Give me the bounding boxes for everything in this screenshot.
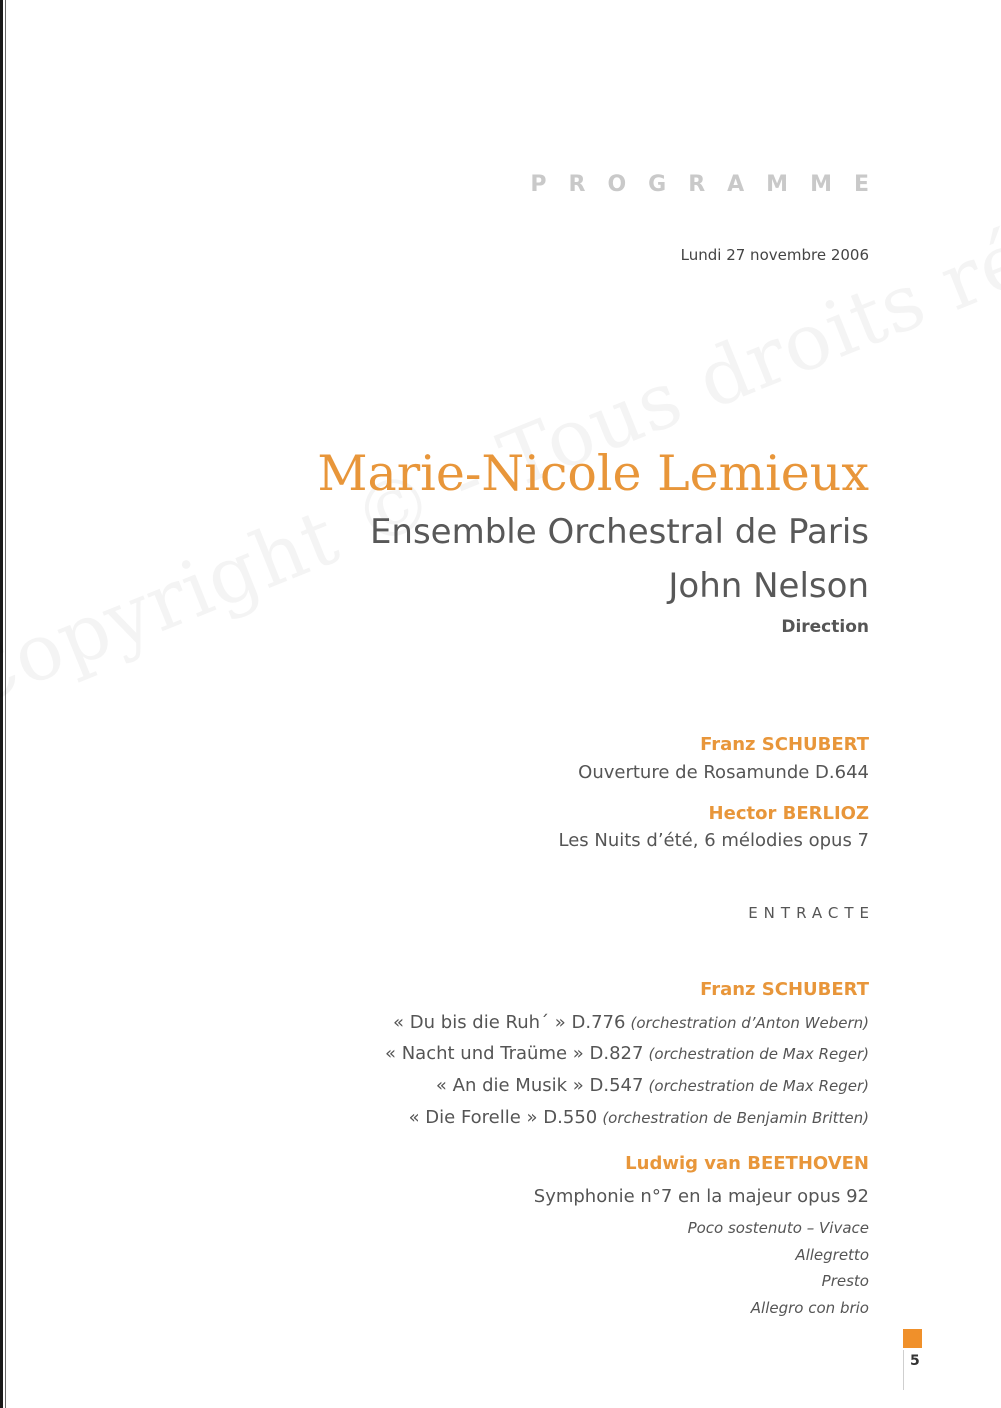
work-title: Symphonie n°7 en la majeur opus 92 (533, 1186, 869, 1207)
concert-date: Lundi 27 novembre 2006 (680, 246, 869, 264)
song-title: « Die Forelle » D.550 (408, 1107, 598, 1128)
composer-name: Ludwig van BEETHOVEN (625, 1153, 869, 1174)
scan-edge (0, 0, 3, 1408)
song-arrangement: (orchestration de Max Reger) (648, 1045, 869, 1063)
ensemble-name: Ensemble Orchestral de Paris (369, 512, 869, 552)
scan-edge-line (5, 0, 6, 1408)
song-title: « An die Musik » D.547 (435, 1075, 644, 1096)
composer-name: Hector BERLIOZ (708, 803, 869, 824)
movement: Allegro con brio (750, 1299, 869, 1317)
song-arrangement: (orchestration d’Anton Webern) (630, 1014, 869, 1032)
composer-name: Franz SCHUBERT (700, 979, 869, 1000)
conductor-role: Direction (781, 617, 869, 637)
composer-name: Franz SCHUBERT (700, 734, 869, 755)
work-title: Les Nuits d’été, 6 mélodies opus 7 (558, 830, 869, 851)
song-arrangement: (orchestration de Benjamin Britten) (602, 1109, 869, 1127)
intermission-label: ENTRACTE (748, 904, 875, 922)
song-line (393, 1012, 869, 1033)
song-arrangement: (orchestration de Max Reger) (648, 1077, 869, 1095)
song-line (409, 1107, 869, 1128)
song-line (385, 1043, 869, 1064)
song-line (436, 1075, 869, 1096)
section-title: PROGRAMME (530, 172, 891, 197)
soloist-name: Marie-Nicole Lemieux (317, 445, 869, 502)
page-accent-square (903, 1329, 922, 1348)
song-title: « Du bis die Ruh´ » D.776 (393, 1012, 626, 1033)
work-title: Ouverture de Rosamunde D.644 (578, 762, 869, 783)
song-title: « Nacht und Traüme » D.827 (384, 1043, 644, 1064)
movement: Allegretto (795, 1246, 869, 1264)
page-number: 5 (910, 1353, 920, 1369)
movement: Poco sostenuto – Vivace (687, 1219, 869, 1237)
conductor-name: John Nelson (668, 566, 869, 606)
page-divider (903, 1350, 904, 1390)
movement: Presto (821, 1272, 869, 1290)
